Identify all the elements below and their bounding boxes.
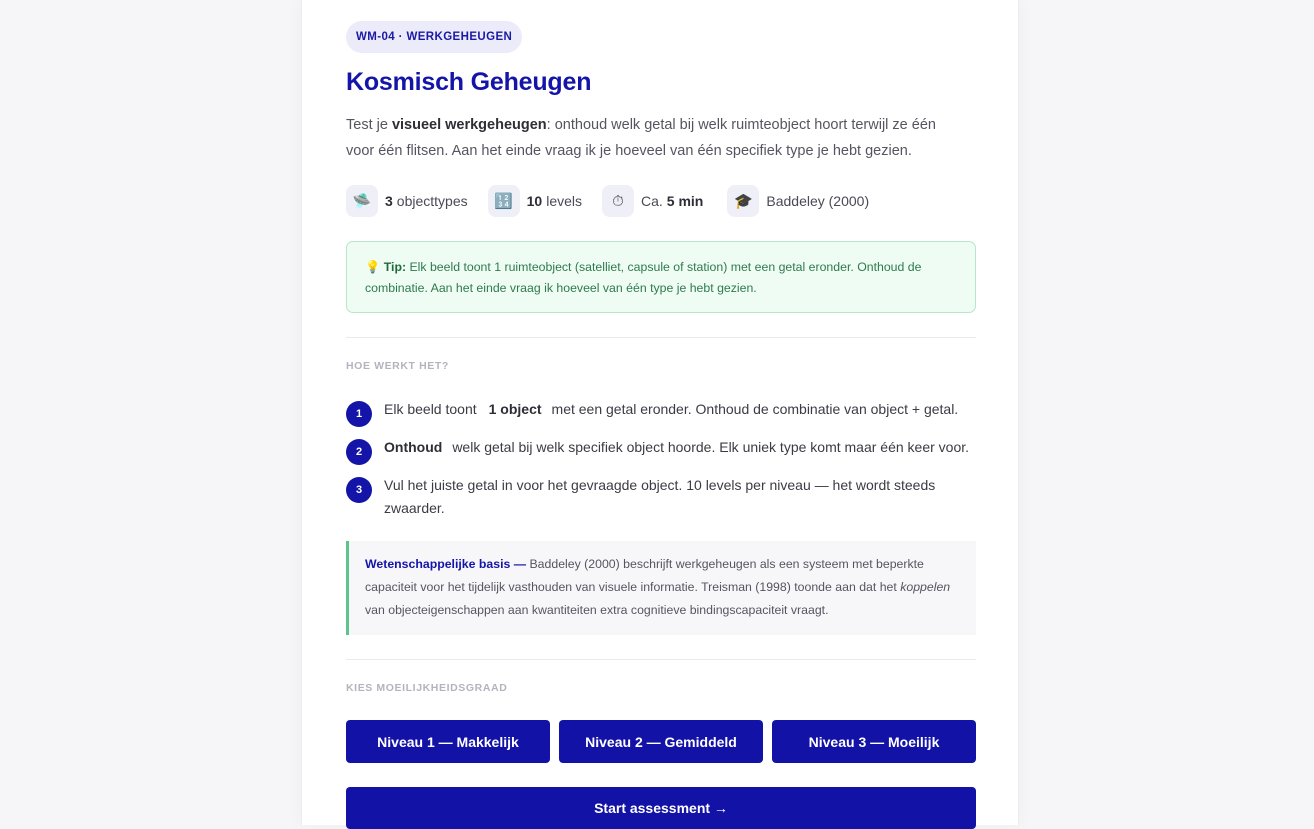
category-badge: WM-04 · WERKGEHEUGEN [346,21,522,53]
stat-reference: 🎓 Baddeley (2000) [727,185,869,217]
ufo-icon: 🛸 [346,185,378,217]
level-3-button[interactable]: Niveau 3 — Moeilijk [772,720,976,763]
step-number: 2 [346,439,372,465]
page-title: Kosmisch Geheugen [346,68,592,96]
divider [346,337,976,338]
step-text: Onthoud welk getal bij welk specifiek object hoorde. Elk uniek type komt maar één keer voor. [384,439,970,455]
tip-box: 💡 Tip: Elk beeld toont 1 ruimteobject (satelliet, capsule of station) met een getal eronder. Onthoud de combinatie. Aan het einde vraag ik hoeveel van één type je hebt gezien. [346,241,976,313]
assessment-card [301,0,1019,825]
step-text: Elk beeld toont 1 object met een getal eronder. Onthoud de combinatie van object + getal. [384,401,959,417]
how-it-works-label: HOE WERKT HET? [346,360,449,372]
step-number: 3 [346,477,372,503]
graduation-cap-icon: 🎓 [727,185,759,217]
difficulty-label: KIES MOEILIJKHEIDSGRAAD [346,682,508,694]
difficulty-buttons [346,720,976,763]
level-1-button[interactable]: Niveau 1 — Makkelijk [346,720,550,763]
divider [346,659,976,660]
step-3 [346,474,976,520]
step-text: Vul het juiste getal in voor het gevraagde object. 10 levels per niveau — het wordt steeds zwaarder. [384,477,936,516]
stat-duration: ⏱ Ca. 5 min [602,185,707,217]
lightbulb-icon: 💡 [365,260,381,274]
stats-row [346,184,889,218]
step-2 [346,436,976,465]
step-1 [346,398,976,427]
step-number: 1 [346,401,372,427]
start-assessment-button[interactable]: Start assessment → [346,787,976,829]
stat-levels: 🔢 10 levels [488,185,582,217]
level-2-button[interactable]: Niveau 2 — Gemiddeld [559,720,763,763]
intro-text: Test je visueel werkgeheugen: onthoud welk getal bij welk ruimteobject hoort terwijl ze één voor één flitsen. Aan het einde vraag ik je hoeveel van één specifiek type je hebt gezien. [346,117,936,159]
scientific-basis: Wetenschappelijke basis — Baddeley (2000) beschrijft werkgeheugen als een systeem met beperkte capaciteit voor het tijdelijk vasthouden van visuele informatie. Treisman (1998) toonde aan dat het koppelen van objecteigenschappen aan kwantiteiten extra cognitieve bindingscapaciteit vraagt. [346,541,976,635]
stat-objecttypes: 🛸 3 objecttypes [346,185,468,217]
stopwatch-icon: ⏱ [602,185,634,217]
numbers-icon: 🔢 [488,185,520,217]
